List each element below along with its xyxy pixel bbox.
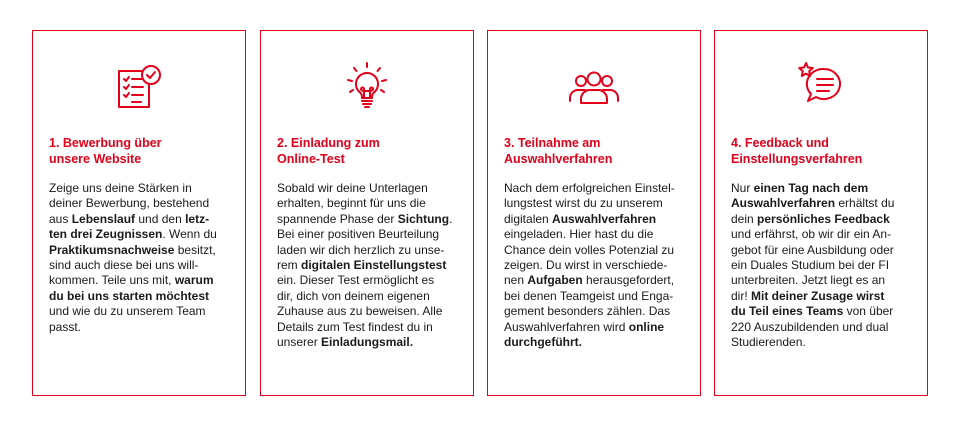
text-segment: von über	[843, 304, 894, 319]
title-line: unsere Website	[49, 152, 142, 166]
description-line	[504, 289, 688, 304]
text-segment: digitalen	[504, 211, 553, 226]
text-segment: Studierenden.	[731, 335, 806, 350]
text-segment: Nur	[731, 181, 754, 195]
description-line	[504, 243, 688, 258]
description-line	[731, 227, 915, 242]
text-segment: Chance dein volles Potenzial zu	[504, 242, 675, 257]
description-line	[504, 196, 688, 211]
text-segment: und erfährst, ob wir dir ein An-	[731, 227, 892, 242]
step-description	[504, 181, 688, 350]
title-line: Online-Test	[277, 152, 345, 166]
description-line	[49, 181, 233, 196]
description-line	[504, 335, 688, 350]
description-line	[504, 304, 688, 319]
description-line	[277, 243, 461, 258]
description-line	[49, 227, 233, 242]
text-segment: kommen. Teile uns mit,	[49, 273, 175, 288]
feedback-chat-icon	[793, 59, 849, 115]
description-line	[277, 196, 461, 211]
text-segment: Auswahlverfahren wird	[504, 319, 629, 334]
text-segment: aus	[49, 211, 72, 226]
bold-text: Auswahlverfahren	[731, 196, 836, 211]
bold-text: du bei uns starten möchtest	[49, 288, 210, 303]
step-description	[277, 181, 461, 350]
text-segment: ein Duales Studium bei der FI	[731, 258, 890, 273]
description-line	[731, 196, 915, 211]
bold-text: online	[628, 319, 665, 334]
description-line	[731, 273, 915, 288]
text-segment: erhältst du	[835, 196, 895, 211]
checklist-icon	[111, 59, 167, 115]
text-segment: herausgefordert,	[582, 273, 675, 288]
description-line	[277, 320, 461, 335]
step-card-3	[487, 30, 701, 396]
description-line	[277, 212, 461, 227]
lightbulb-icon	[339, 59, 395, 115]
description-line	[277, 304, 461, 319]
step-title	[731, 135, 915, 167]
description-line	[731, 304, 915, 319]
text-segment: passt.	[49, 319, 82, 334]
step-description	[49, 181, 233, 335]
title-line: Auswahlverfahren	[504, 152, 613, 166]
text-segment: sind auch diese bei uns will-	[49, 258, 199, 273]
description-line	[49, 258, 233, 273]
description-line	[731, 181, 915, 196]
text-segment: Nach dem erfolgreichen Einstel-	[504, 181, 675, 195]
group-icon	[566, 59, 622, 115]
description-line	[731, 212, 915, 227]
bold-text: warum	[174, 273, 214, 288]
text-segment: Zeige uns deine Stärken in	[49, 181, 192, 195]
description-line	[277, 181, 461, 196]
description-line	[277, 273, 461, 288]
text-segment: gement besonders zählen. Das	[504, 304, 671, 319]
description-line	[49, 304, 233, 319]
text-segment: Zuhause aus zu beweisen. Alle	[277, 304, 443, 319]
bold-text: Sichtung	[397, 211, 450, 226]
step-title	[49, 135, 233, 167]
step-description	[731, 181, 915, 350]
text-segment: spannende Phase der	[277, 211, 398, 226]
text-segment: und wie du zu unserem Team	[49, 304, 206, 319]
step-card-2	[260, 30, 474, 396]
bold-text: digitalen Einstellungstest	[301, 258, 447, 273]
description-line	[49, 273, 233, 288]
bold-text: durchgeführt.	[504, 335, 582, 350]
text-segment: dir, dich von deinem eigenen	[277, 288, 430, 303]
description-line	[731, 243, 915, 258]
title-line: 4. Feedback und	[731, 136, 829, 150]
description-line	[504, 258, 688, 273]
title-line: 3. Teilnahme am	[504, 136, 601, 150]
text-segment: besitzt,	[174, 242, 216, 257]
description-line	[504, 181, 688, 196]
text-segment: Details zum Test findest du in	[277, 319, 433, 334]
bold-text: Einladungsmail.	[321, 335, 414, 350]
bold-text: Mit deiner Zusage wirst	[751, 288, 885, 303]
text-segment: laden wir dich herzlich zu unse-	[277, 242, 445, 257]
description-line	[277, 335, 461, 350]
title-line: Einstellungsverfahren	[731, 152, 863, 166]
bold-text: Aufgaben	[527, 273, 583, 288]
text-segment: Sobald wir deine Unterlagen	[277, 181, 428, 195]
description-line	[731, 258, 915, 273]
step-title	[277, 135, 461, 167]
description-line	[731, 289, 915, 304]
bold-text: Auswahlverfahren	[552, 211, 657, 226]
description-line	[49, 289, 233, 304]
text-segment: 220 Auszubildenden und dual	[731, 319, 889, 334]
text-segment: deiner Bewerbung, bestehend	[49, 196, 210, 211]
description-line	[277, 258, 461, 273]
bold-text: Praktikumsnachweise	[49, 242, 175, 257]
description-line	[504, 273, 688, 288]
step-card-4	[714, 30, 928, 396]
bold-text: Lebenslauf	[71, 211, 136, 226]
text-segment: dir!	[731, 288, 752, 303]
description-line	[504, 320, 688, 335]
description-line	[49, 320, 233, 335]
description-line	[731, 320, 915, 335]
step-title	[504, 135, 688, 167]
bold-text: ten drei Zeugnissen	[49, 227, 163, 242]
bold-text: du Teil eines Teams	[731, 304, 844, 319]
description-line	[277, 289, 461, 304]
description-line	[731, 335, 915, 350]
text-segment: ein. Dieser Test ermöglicht es	[277, 273, 435, 288]
text-segment: unserer	[277, 335, 322, 350]
text-segment: lungstest wirst du zu unserem	[504, 196, 663, 211]
text-segment: dein	[731, 211, 758, 226]
description-line	[49, 196, 233, 211]
description-line	[277, 227, 461, 242]
text-segment: zeigen. Du wirst in verschiede-	[504, 258, 668, 273]
description-line	[504, 227, 688, 242]
text-segment: bei denen Teamgeist und Enga-	[504, 288, 674, 303]
text-segment: unterbreiten. Jetzt liegt es an	[731, 273, 886, 288]
text-segment: nen	[504, 273, 528, 288]
text-segment: und den	[135, 211, 186, 226]
description-line	[49, 212, 233, 227]
text-segment: gebot für eine Ausbildung oder	[731, 242, 894, 257]
bold-text: einen Tag nach dem	[753, 181, 869, 195]
step-card-1	[32, 30, 246, 396]
text-segment: Bei einer positiven Beurteilung	[277, 227, 440, 242]
title-line: 1. Bewerbung über	[49, 136, 162, 150]
text-segment: rem	[277, 258, 301, 273]
text-segment: eingeladen. Hier hast du die	[504, 227, 654, 242]
bold-text: letz-	[185, 211, 210, 226]
text-segment: . Wenn du	[162, 227, 217, 242]
description-line	[504, 212, 688, 227]
text-segment: .	[449, 211, 453, 226]
title-line: 2. Einladung zum	[277, 136, 380, 150]
text-segment: erhalten, beginnt für uns die	[277, 196, 426, 211]
description-line	[49, 243, 233, 258]
bold-text: persönliches Feedback	[757, 211, 890, 226]
